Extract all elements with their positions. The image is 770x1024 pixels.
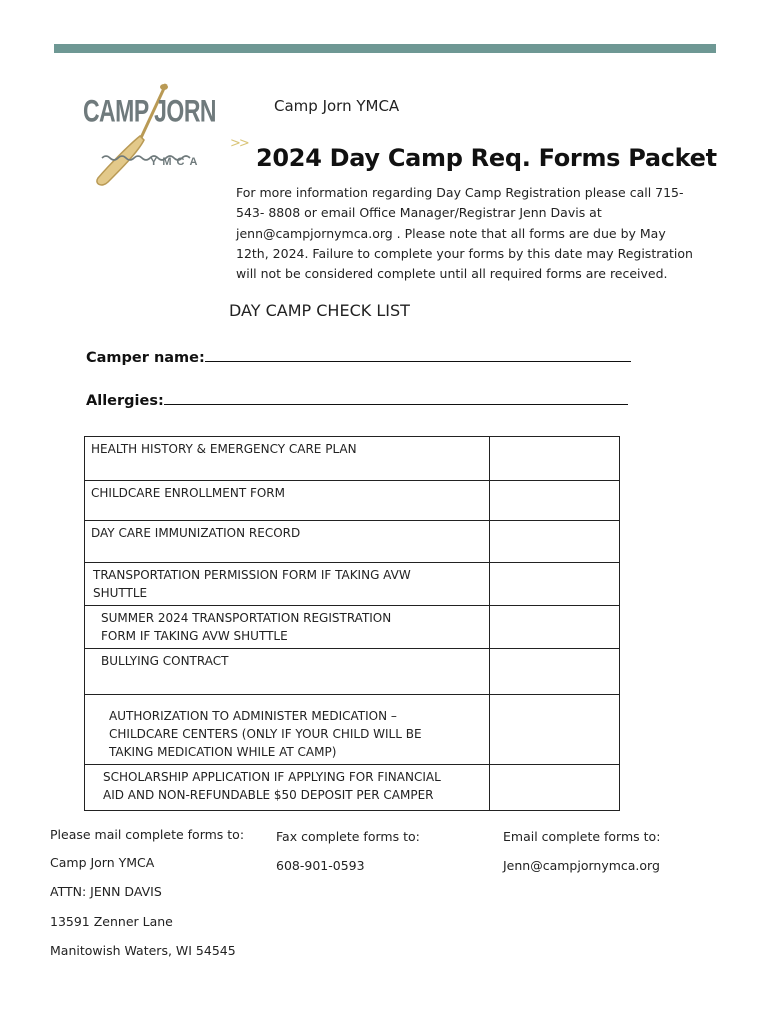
info-line: 12th, 2024. Failure to complete your forms by this date may Registration xyxy=(236,245,693,261)
email-heading: Email complete forms to: xyxy=(503,829,661,844)
info-line: For more information regarding Day Camp Registration please call 715- xyxy=(236,185,684,200)
camper-name-label: Camper name: xyxy=(86,350,205,366)
checklist-item-label: DAY CARE IMMUNIZATION RECORD xyxy=(85,521,490,563)
checklist-row xyxy=(85,606,620,649)
checklist-item-label: AUTHORIZATION TO ADMINISTER MEDICATION – CHILDCARE CENTERS (ONLY IF YOUR CHILD WILL BE TAKING MEDICATION WHILE AT CAMP) xyxy=(85,695,490,765)
email-address[interactable]: Jenn@campjornymca.org xyxy=(503,858,660,873)
checklist-row xyxy=(85,695,620,765)
checklist-item-label: CHILDCARE ENROLLMENT FORM xyxy=(85,481,490,521)
checklist-item-label: TRANSPORTATION PERMISSION FORM IF TAKING AVW SHUTTLE xyxy=(85,563,490,606)
allergies-field[interactable] xyxy=(86,390,628,409)
checklist-checkbox[interactable] xyxy=(490,765,620,811)
mail-address-line: Camp Jorn YMCA xyxy=(50,855,155,870)
checklist-row xyxy=(85,649,620,695)
checklist-row xyxy=(85,765,620,811)
checklist-row xyxy=(85,437,620,481)
camper-name-field[interactable] xyxy=(86,347,631,366)
checklist-checkbox[interactable] xyxy=(490,481,620,521)
checklist-item-label: SCHOLARSHIP APPLICATION IF APPLYING FOR FINANCIAL AID AND NON-REFUNDABLE $50 DEPOSIT PER CAMPER xyxy=(85,765,490,811)
arrow-decoration-icon: >> xyxy=(230,136,248,151)
camper-name-line[interactable] xyxy=(205,347,631,362)
checklist-row xyxy=(85,521,620,563)
mail-address-line: ATTN: JENN DAVIS xyxy=(50,884,162,899)
checklist-checkbox[interactable] xyxy=(490,695,620,765)
fax-number: 608-901-0593 xyxy=(276,858,365,873)
logo-sub-text: YMCA xyxy=(150,156,203,168)
info-line: jenn@campjornymca.org . Please note that all forms are due by May xyxy=(236,225,666,241)
camp-jorn-logo xyxy=(80,82,230,188)
mail-address-line: 13591 Zenner Lane xyxy=(50,914,173,929)
checklist-checkbox[interactable] xyxy=(490,606,620,649)
checklist-item-label: SUMMER 2024 TRANSPORTATION REGISTRATION FORM IF TAKING AVW SHUTTLE xyxy=(85,606,490,649)
org-name: Camp Jorn YMCA xyxy=(274,97,400,115)
fax-heading: Fax complete forms to: xyxy=(276,829,420,844)
mail-address-line: Manitowish Waters, WI 54545 xyxy=(50,943,236,958)
checklist-checkbox[interactable] xyxy=(490,563,620,606)
logo-main-text: CAMP JORN xyxy=(82,93,217,129)
allergies-line[interactable] xyxy=(164,390,628,405)
checklist-checkbox[interactable] xyxy=(490,437,620,481)
allergies-label: Allergies: xyxy=(86,393,164,409)
info-paragraph xyxy=(236,183,716,284)
info-line: 543- 8808 or email Office Manager/Registrar Jenn Davis at xyxy=(236,205,602,221)
info-line: will not be considered complete until all required forms are received. xyxy=(236,266,668,282)
checklist-title: DAY CAMP CHECK LIST xyxy=(229,301,410,320)
checklist-checkbox[interactable] xyxy=(490,649,620,695)
checklist-row xyxy=(85,481,620,521)
mail-heading: Please mail complete forms to: xyxy=(50,827,245,842)
page-title: 2024 Day Camp Req. Forms Packet xyxy=(256,144,717,172)
header-accent-bar xyxy=(54,44,716,53)
checklist-row xyxy=(85,563,620,606)
checklist-table xyxy=(84,436,620,811)
checklist-item-label: HEALTH HISTORY & EMERGENCY CARE PLAN xyxy=(85,437,490,481)
checklist-item-label: BULLYING CONTRACT xyxy=(85,649,490,695)
checklist-checkbox[interactable] xyxy=(490,521,620,563)
